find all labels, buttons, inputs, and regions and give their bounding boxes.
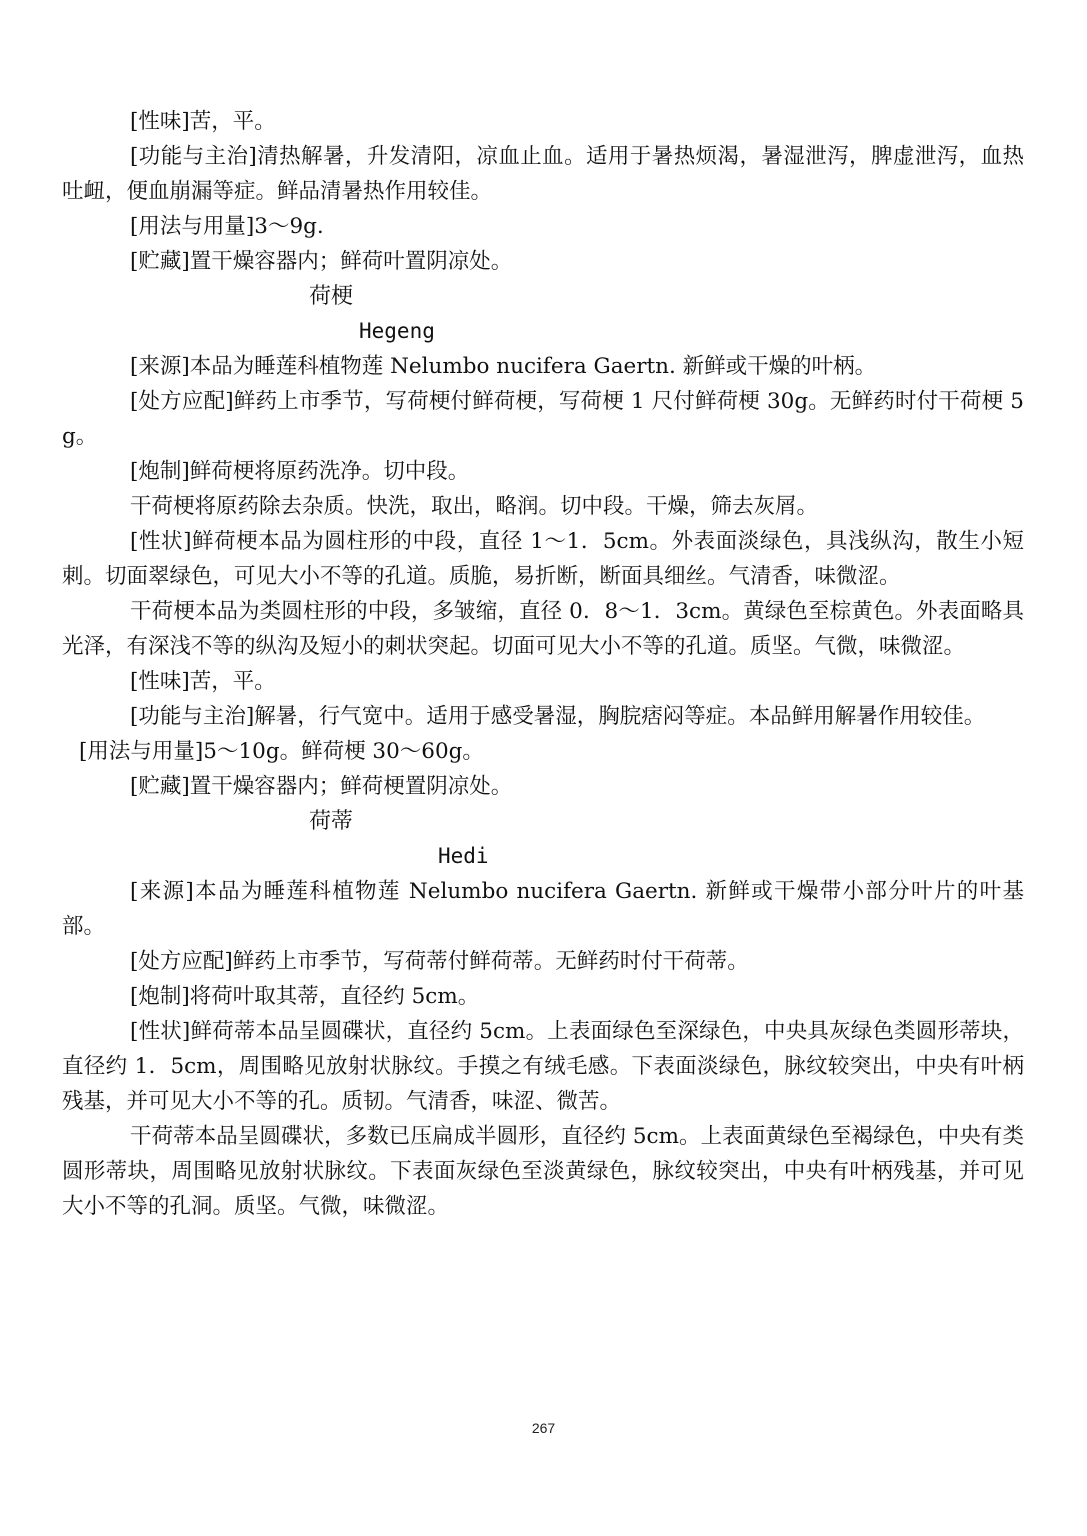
section-processing: [炮制]将荷叶取其蒂，直径约 5cm。 [130, 984, 480, 1009]
entry-title-hegeng: 荷梗 [309, 284, 354, 309]
section-taste: [性味]苦，平。 [130, 669, 276, 694]
section-characteristics-dry: 干荷蒂本品呈圆碟状，多数已压扁成半圆形，直径约 5cm。上表面黄绿色至褐绿色，中央有类圆形蒂块，周围略见放射状脉纹。下表面灰绿色至淡黄绿色，脉纹较突出，中央有叶柄残基，并可见大小不等的孔洞。质坚。气微，味微涩。 [62, 1124, 1024, 1219]
section-function: [功能与主治]清热解暑，升发清阳，凉血止血。适用于暑热烦渴，暑湿泄泻，脾虚泄泻，血热吐衄，便血崩漏等症。鲜品清暑热作用较佳。 [62, 144, 1024, 204]
section-processing: [炮制]鲜荷梗将原药洗净。切中段。 [130, 459, 470, 484]
entry-pinyin-hedi: Hedi [438, 844, 489, 868]
section-characteristics: [性状]鲜荷蒂本品呈圆碟状，直径约 5cm。上表面绿色至深绿色，中央具灰绿色类圆形蒂块，直径约 1．5cm，周围略见放射状脉纹。手摸之有绒毛感。下表面淡绿色，脉纹较突出，中央有叶柄残基，并可见大小不等的孔。质韧。气清香，味涩、微苦。 [62, 1019, 1024, 1114]
section-prescription: [处方应配]鲜药上市季节，写荷蒂付鲜荷蒂。无鲜药时付干荷蒂。 [130, 949, 749, 974]
section-storage: [贮藏]置干燥容器内；鲜荷叶置阴凉处。 [130, 249, 513, 274]
section-processing-dry: 干荷梗将原药除去杂质。快洗，取出，略润。切中段。干燥，筛去灰屑。 [130, 494, 819, 519]
section-characteristics-dry: 干荷梗本品为类圆柱形的中段，多皱缩，直径 0．8～1．3cm。黄绿色至棕黄色。外表面略具光泽，有深浅不等的纵沟及短小的刺状突起。切面可见大小不等的孔道。质坚。气微，味微涩。 [62, 599, 1024, 659]
section-storage: [贮藏]置干燥容器内；鲜荷梗置阴凉处。 [130, 774, 513, 799]
entry-title-hedi: 荷蒂 [309, 809, 354, 834]
section-characteristics: [性状]鲜荷梗本品为圆柱形的中段，直径 1～1．5cm。外表面淡绿色，具浅纵沟，散生小短刺。切面翠绿色，可见大小不等的孔道。质脆，易折断，断面具细丝。气清香，味微涩。 [62, 529, 1024, 589]
page-content [62, 104, 1024, 1224]
section-dosage: [用法与用量]3～9g. [130, 214, 324, 239]
section-prescription: [处方应配]鲜药上市季节，写荷梗付鲜荷梗，写荷梗 1 尺付鲜荷梗 30g。无鲜药时付干荷梗 5g。 [62, 389, 1024, 449]
entry-pinyin-hegeng: Hegeng [359, 319, 435, 343]
section-dosage: [用法与用量]5～10g。鲜荷梗 30～60g。 [79, 739, 484, 764]
section-source: [来源]本品为睡莲科植物莲 Nelumbo nucifera Gaertn. 新鲜或干燥带小部分叶片的叶基部。 [62, 879, 1024, 939]
section-source: [来源]本品为睡莲科植物莲 Nelumbo nucifera Gaertn. 新鲜或干燥的叶柄。 [130, 354, 877, 379]
section-function: [功能与主治]解暑，行气宽中。适用于感受暑湿，胸脘痞闷等症。本品鲜用解暑作用较佳。 [130, 704, 986, 729]
page-number: 267 [531, 1420, 556, 1436]
section-taste: [性味]苦，平。 [130, 109, 276, 134]
